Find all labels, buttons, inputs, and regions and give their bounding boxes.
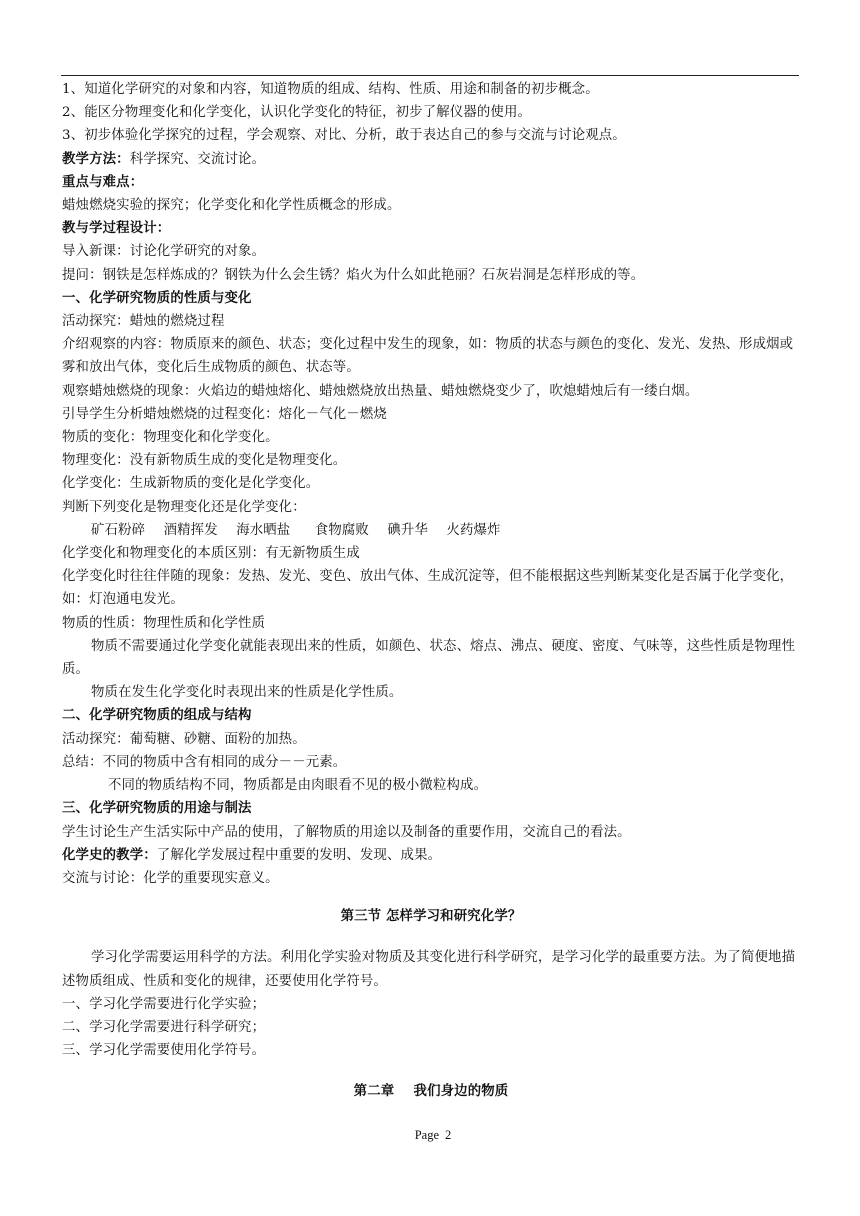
page-number: 2 [445,1128,452,1142]
example-item: 火药爆炸 [446,522,501,538]
teaching-method [62,148,800,171]
section-1-activity: 活动探究：蜡烛的燃烧过程 [62,314,225,330]
question-line: 提问：钢铁是怎样炼成的？钢铁为什么会生锈？焰火为什么如此艳丽？石灰岩洞是怎样形成的等。 [62,267,645,283]
examples-list [62,519,800,542]
physical-property-para: 物质不需要通过化学变化就能表现出来的性质，如颜色、状态、熔点、沸点、硬度、密度、气味等，这些性质是物理性质。 [62,638,796,678]
section-3-heading: 三、化学研究物质的用途与制法 [62,800,252,817]
history-text: 了解化学发展过程中重要的发明、发现、成果。 [156,847,442,863]
history-line [62,844,800,867]
key-points-text: 蜡烛燃烧实验的探究；化学变化和化学性质概念的形成。 [62,198,401,214]
goal-1: 1、知道化学研究的对象和内容，知道物质的组成、结构、性质、用途和制备的初步概念。 [62,82,599,97]
section-3-text: 学生讨论生产生活实际中产品的使用，了解物质的用途以及制备的重要作用，交流自己的看法。 [62,824,631,840]
accompany-line: 化学变化时往往伴随的现象：发热、发光、变色、放出气体、生成沉淀等，但不能根据这些判断某变化是否属于化学变化，如：灯泡通电发光。 [62,569,794,608]
section-2-summary-2: 不同的物质结构不同，物质都是由肉眼看不见的极小微粒构成。 [108,778,488,794]
example-item: 矿石粉碎 [91,522,146,538]
properties-line: 物质的性质：物理性质和化学性质 [62,615,266,631]
chemical-change-def: 化学变化：生成新物质的变化是化学变化。 [62,476,320,492]
study-item-2: 二、学习化学需要进行科学研究； [62,1019,266,1035]
guide-line: 引导学生分析蜡烛燃烧的过程变化：熔化－气化－燃烧 [62,406,387,422]
section-paragraph: 学习化学需要运用科学的方法。利用化学实验对物质及其变化进行科学研究，是学习化学的最重要方法。为了简便地描述物质组成、性质和变化的规律，还要使用化学符号。 [62,950,796,989]
key-points-heading: 重点与难点： [62,173,144,190]
section-2-activity: 活动探究：葡萄糖、砂糖、面粉的加热。 [62,731,306,747]
header-rule [61,75,799,76]
page-footer [0,1128,860,1143]
page-label: Page [414,1128,440,1142]
discussion-line: 交流与讨论：化学的重要现实意义。 [62,870,279,886]
example-item: 碘升华 [387,522,428,538]
essence-line: 化学变化和物理变化的本质区别：有无新物质生成 [62,546,360,562]
study-item-1: 一、学习化学需要进行化学实验； [62,996,266,1012]
example-item: 酒精挥发 [163,522,218,538]
change-types: 物质的变化：物理变化和化学变化。 [62,430,279,446]
example-item: 海水晒盐 [236,522,291,538]
history-label: 化学史的教学： [62,846,157,863]
physical-change-def: 物理变化：没有新物质生成的变化是物理变化。 [62,453,347,469]
judge-line: 判断下列变化是物理变化还是化学变化： [62,499,306,515]
section-2-heading: 二、化学研究物质的组成与结构 [62,707,252,724]
section-title: 第三节 怎样学习和研究化学？ [340,908,522,925]
example-item: 食物腐败 [314,522,369,538]
observe-intro: 介绍观察的内容：物质原来的颜色、状态；变化过程中发生的现象，如：物质的状态与颜色的变化、发光、发热、形成烟或雾和放出气体，变化后生成物质的颜色、状态等。 [62,337,794,376]
chapter-title: 第二章 我们身边的物质 [353,1083,509,1100]
teaching-method-text: 科学探究、交流讨论。 [129,151,266,167]
document-body [62,78,800,1104]
section-1-heading: 一、化学研究物质的性质与变化 [62,289,252,306]
chemical-property-line: 物质在发生化学变化时表现出来的性质是化学性质。 [91,685,403,701]
section-2-summary: 总结：不同的物质中含有相同的成分－－元素。 [62,754,347,770]
teaching-method-label: 教学方法： [62,150,130,167]
intro-line: 导入新课：讨论化学研究的对象。 [62,244,266,260]
phenomenon-line: 观察蜡烛燃烧的现象：火焰边的蜡烛熔化、蜡烛燃烧放出热量、蜡烛燃烧变少了，吹熄蜡烛后有一缕白烟。 [62,383,699,399]
goal-2: 2、能区分物理变化和化学变化，认识化学变化的特征，初步了解仪器的使用。 [62,105,532,121]
goal-3: 3、初步体验化学探究的过程，学会观察、对比、分析，敢于表达自己的参与交流与讨论观点。 [62,128,626,144]
study-item-3: 三、学习化学需要使用化学符号。 [62,1043,266,1059]
process-heading: 教与学过程设计： [62,220,171,237]
